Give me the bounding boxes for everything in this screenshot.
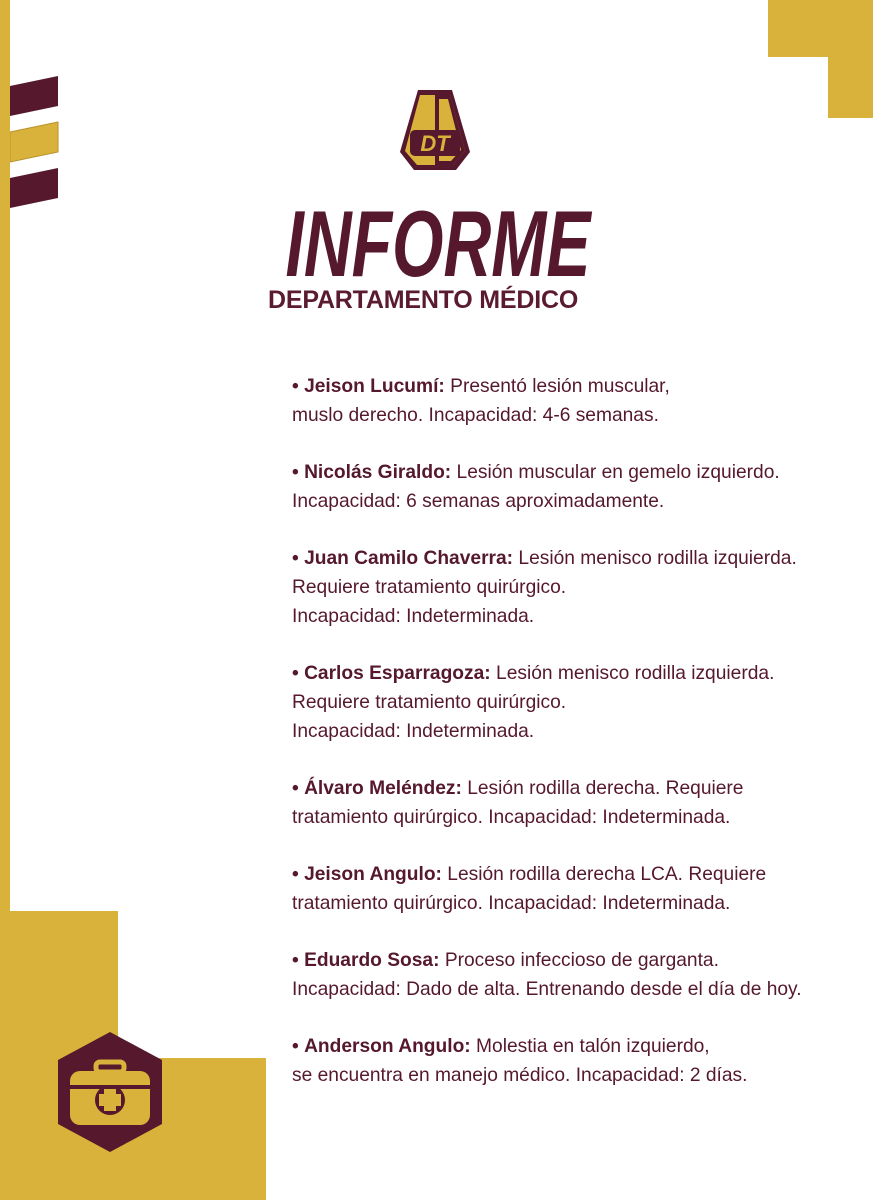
player-name: Eduardo Sosa: <box>304 950 440 971</box>
bullet: • <box>292 950 299 971</box>
maroon-stripe-top <box>10 76 58 116</box>
diagnosis-text: Proceso infeccioso de garganta. <box>444 950 719 971</box>
department-subtitle: DEPARTAMENTO MÉDICO <box>268 286 579 314</box>
report-line <box>292 458 867 487</box>
player-name: Carlos Esparragoza: <box>304 663 491 684</box>
diagnosis-text: Molestia en talón izquierdo, <box>476 1036 710 1057</box>
report-entry <box>292 659 867 746</box>
medical-kit-badge <box>48 1030 172 1154</box>
report-entry <box>292 860 867 918</box>
diagnosis-text: Requiere tratamiento quirúrgico. <box>292 577 567 598</box>
bullet: • <box>292 864 299 885</box>
diagnosis-text: Incapacidad: Indeterminada. <box>292 606 535 627</box>
decorative-stripes <box>10 74 62 214</box>
diagnosis-text: Incapacidad: Dado de alta. Entrenando desde el día de hoy. <box>292 979 802 1000</box>
diagnosis-text: tratamiento quirúrgico. Incapacidad: Indeterminada. <box>292 893 731 914</box>
diagnosis-text: Lesión muscular en gemelo izquierdo. <box>456 462 780 483</box>
report-entry <box>292 774 867 832</box>
report-entry <box>292 372 867 430</box>
crest-monogram: DT <box>420 131 450 156</box>
report-line <box>292 544 867 573</box>
player-name: Juan Camilo Chaverra: <box>304 548 514 569</box>
diagnosis-text: Lesión menisco rodilla izquierda. <box>496 663 775 684</box>
report-entry <box>292 544 867 631</box>
diagnosis-text: Lesión rodilla derecha. Requiere <box>467 778 744 799</box>
diagnosis-text: Incapacidad: Indeterminada. <box>292 721 535 742</box>
player-name: Álvaro Meléndez: <box>304 778 462 799</box>
top-right-gold-block <box>768 0 873 57</box>
report-line <box>292 946 867 975</box>
maroon-stripe-bottom <box>10 168 58 208</box>
bullet: • <box>292 462 299 483</box>
top-right-gold-block-lower <box>828 57 873 118</box>
report-entry <box>292 1032 867 1090</box>
diagnosis-text: Requiere tratamiento quirúrgico. <box>292 692 567 713</box>
diagnosis-text: Incapacidad: 6 semanas aproximadamente. <box>292 491 665 512</box>
diagnosis-text: Lesión rodilla derecha LCA. Requiere <box>447 864 767 885</box>
report-entry <box>292 458 867 516</box>
bullet: • <box>292 1036 299 1057</box>
bullet: • <box>292 663 299 684</box>
injury-report-list <box>292 372 867 1118</box>
medical-kit-icon <box>70 1062 150 1125</box>
report-line <box>292 860 867 889</box>
bullet: • <box>292 376 299 397</box>
report-line <box>292 659 867 688</box>
diagnosis-text: muslo derecho. Incapacidad: 4-6 semanas. <box>292 405 659 426</box>
diagnosis-text: Presentó lesión muscular, <box>450 376 670 397</box>
report-line <box>292 1032 867 1061</box>
player-name: Jeison Angulo: <box>304 864 442 885</box>
bullet: • <box>292 548 299 569</box>
gold-stripe-middle <box>10 122 58 162</box>
diagnosis-text: se encuentra en manejo médico. Incapacidad: 2 días. <box>292 1065 748 1086</box>
diagnosis-text: tratamiento quirúrgico. Incapacidad: Indeterminada. <box>292 807 731 828</box>
report-title <box>278 176 598 286</box>
title-text: INFORME <box>285 191 593 286</box>
report-entry <box>292 946 867 1004</box>
report-line <box>292 372 867 401</box>
bullet: • <box>292 778 299 799</box>
diagnosis-text: Lesión menisco rodilla izquierda. <box>518 548 797 569</box>
player-name: Jeison Lucumí: <box>304 376 445 397</box>
player-name: Nicolás Giraldo: <box>304 462 452 483</box>
report-line <box>292 774 867 803</box>
club-crest-logo <box>398 86 472 172</box>
player-name: Anderson Angulo: <box>304 1036 471 1057</box>
